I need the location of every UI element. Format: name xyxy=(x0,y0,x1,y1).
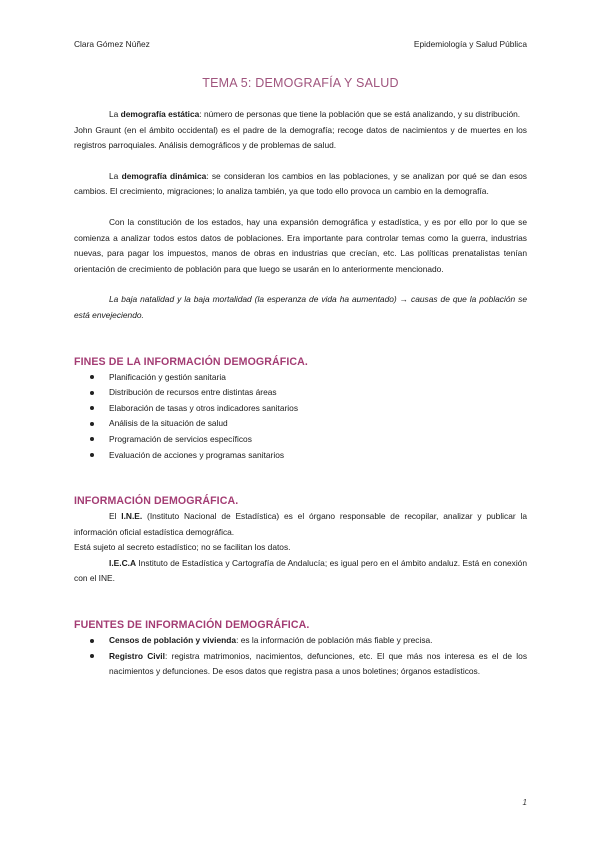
term-ine: I.N.E. xyxy=(121,511,143,522)
section-heading-fines: FINES DE LA INFORMACIÓN DEMOGRÁFICA. xyxy=(74,355,308,368)
page-number: 1 xyxy=(522,798,527,807)
term-ieca: I.E.C.A xyxy=(109,557,136,568)
fines-list xyxy=(74,370,527,464)
text-run: El xyxy=(109,511,122,522)
page-title: TEMA 5: DEMOGRAFÍA Y SALUD xyxy=(202,76,399,90)
text-run: Instituto de Estadística y Cartografía de Andalucía; es igual pero en el ámbito andaluz. Está en conexión con el INE. xyxy=(74,557,527,584)
header-subject: Epidemiología y Salud Pública xyxy=(413,39,527,49)
list-item: Distribución de recursos entre distintas áreas xyxy=(74,385,527,401)
section-heading-info: INFORMACIÓN DEMOGRÁFICA. xyxy=(74,495,239,508)
text-run: La xyxy=(109,170,122,181)
text-run: : número de personas que tiene la población que se está analizando, y su distribución. xyxy=(199,109,521,119)
graunt-paragraph: John Graunt (en el ámbito occidental) es el padre de la demografía; recoge datos de nacimientos y de muertes en los registros parroquiales. Análisis demográficos y de problemas de salud. xyxy=(74,124,527,151)
ine-paragraph xyxy=(74,509,527,540)
term-census: Censos de población y vivienda xyxy=(109,635,237,646)
ieca-paragraph xyxy=(74,556,527,587)
text-run: La xyxy=(109,109,121,119)
static-demography-paragraph xyxy=(74,107,527,123)
aging-paragraph: La baja natalidad y la baja mortalidad (la esperanza de vida ha aumentado) → causas de que la población se está envejeciendo. xyxy=(74,294,527,320)
dynamic-demography-paragraph xyxy=(74,169,527,200)
term-static-demography: demografía estática xyxy=(120,109,200,119)
section-heading-fuentes: FUENTES DE INFORMACIÓN DEMOGRÁFICA. xyxy=(74,619,310,632)
term-dynamic-demography: demografía dinámica xyxy=(121,170,207,181)
list-item: Evaluación de acciones y programas sanitarios xyxy=(74,448,527,464)
list-item xyxy=(74,649,527,680)
text-run: : registra matrimonios, nacimientos, defunciones, etc. El que más nos interesa es el de los nacimientos y defunciones. De esos datos que registra pasa a unos boletines; órganos estadísticos. xyxy=(109,650,528,677)
list-item: Programación de servicios específicos xyxy=(74,432,527,448)
states-paragraph: Con la constitución de los estados, hay una expansión demográfica y estadística, y es por ello por lo que se comienza a analizar todos estos datos de poblaciones. Era importante para controlar temas como la guerra, industrias nuevas, para pagar los impuestos, manos de obras en industrias que crecían, etc. Las políticas prenatalistas tenían orientación de crecimiento de población para que luego se usarán en lo anteriormente mencionado. xyxy=(74,216,527,274)
fuentes-list xyxy=(74,633,527,680)
text-run: : se consideran los cambios en las poblaciones, y se analizan por qué se dan esos cambios. El crecimiento, migraciones; lo analiza también, ya que todo ello provoca un cambio en la demografía. xyxy=(74,170,527,197)
header-author: Clara Gómez Núñez xyxy=(74,39,150,49)
list-item xyxy=(74,633,527,649)
list-item: Elaboración de tasas y otros indicadores sanitarios xyxy=(74,401,527,417)
text-run: (Instituto Nacional de Estadística) es el órgano responsable de recopilar, analizar y publicar la información oficial estadística demográfica. xyxy=(74,511,527,537)
document-body xyxy=(74,76,527,680)
term-civil-registry: Registro Civil xyxy=(109,650,165,661)
list-item: Planificación y gestión sanitaria xyxy=(74,370,527,386)
secret-paragraph: Está sujeto al secreto estadístico; no se facilitan los datos. xyxy=(74,542,291,553)
list-item: Análisis de la situación de salud xyxy=(74,416,527,432)
text-run: : es la información de población más fiable y precisa. xyxy=(236,635,433,646)
